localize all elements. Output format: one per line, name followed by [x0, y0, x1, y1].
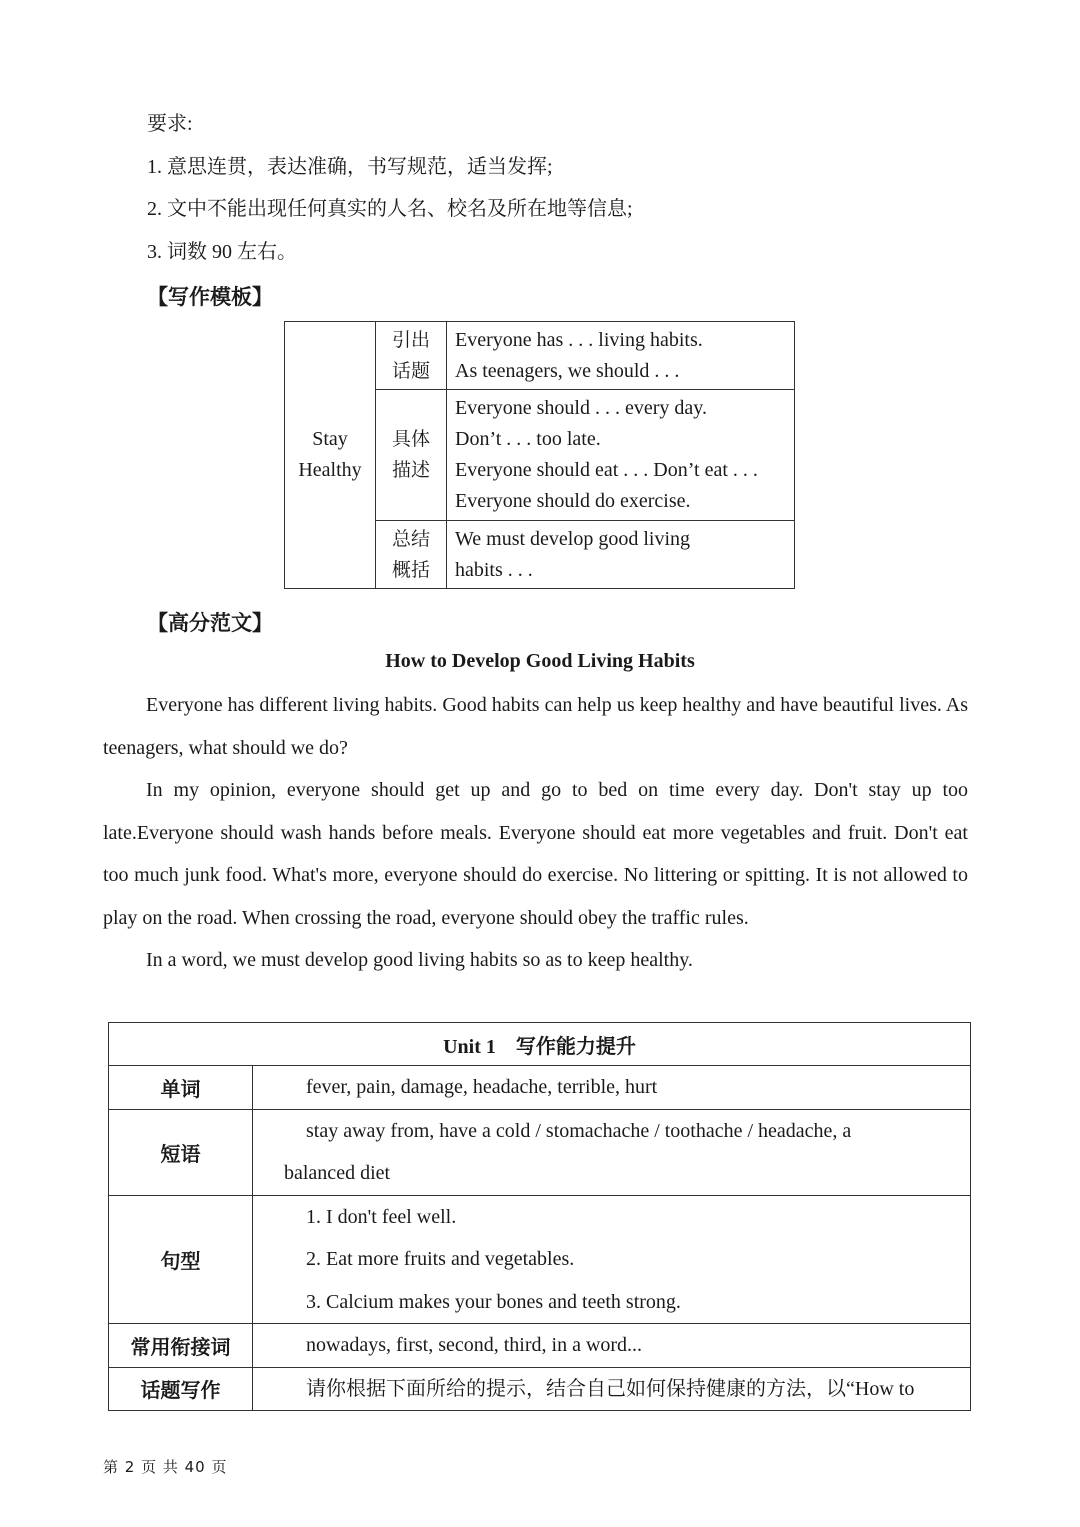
- template-heading: 【写作模板】: [147, 285, 273, 309]
- essay-heading: 【高分范文】: [147, 611, 273, 635]
- requirement-item-3: 3. 词数 90 左右。: [147, 241, 297, 263]
- unit-row-label-connectives: 常用衔接词: [109, 1324, 253, 1368]
- template-part-body: [376, 390, 447, 521]
- requirements-label: 要求:: [147, 113, 193, 135]
- unit-row-value-topic-writing: [253, 1367, 971, 1411]
- template-part-intro: [376, 322, 447, 390]
- page-footer: 第 2 页 共 40 页: [103, 1458, 228, 1476]
- unit-row-label-phrases: 短语: [109, 1109, 253, 1195]
- unit-row-value-phrases: [253, 1109, 971, 1195]
- requirement-item-1: 1. 意思连贯，表达准确，书写规范，适当发挥;: [147, 156, 553, 178]
- unit-row-label-topic-writing: 话题写作: [109, 1367, 253, 1411]
- template-line: Everyone has . . . living habits.: [455, 328, 703, 351]
- writing-template-table: [284, 321, 795, 589]
- template-part-label: 概括: [391, 558, 430, 581]
- unit-row-line: 1. I don't feel well.: [306, 1205, 457, 1228]
- template-part-label: 具体: [391, 428, 430, 450]
- template-line: We must develop good living: [455, 527, 691, 550]
- essay-paragraph-1: Everyone has different living habits. Good habits can help us keep healthy and have beautiful lives. As teenagers, what should we do?: [103, 694, 968, 759]
- template-part-summary: [376, 521, 447, 589]
- template-topic-line2: Healthy: [298, 459, 362, 481]
- unit-row-line: nowadays, first, second, third, in a word...: [306, 1334, 643, 1356]
- essay-paragraph-2: In my opinion, everyone should get up and go to bed on time every day. Don't stay up too late.Everyone should wash hands before meals. Everyone should eat more vegetables and fruit. Don't eat too much junk food. What's more, everyone should do exercise. No littering or spitting. It is not allowed to play on the road. When crossing the road, everyone should obey the traffic rules.: [103, 779, 968, 929]
- template-part-label: 话题: [391, 359, 430, 382]
- unit-row-label-sentences: 句型: [109, 1195, 253, 1324]
- template-line: habits . . .: [455, 558, 533, 581]
- unit-row-value-connectives: [253, 1324, 971, 1368]
- requirement-item-2: 2. 文中不能出现任何真实的人名、校名及所在地等信息;: [147, 198, 633, 220]
- unit-row-line: 2. Eat more fruits and vegetables.: [306, 1248, 575, 1270]
- essay-title: How to Develop Good Living Habits: [385, 650, 695, 672]
- template-lines-summary: [447, 521, 795, 589]
- essay-paragraph-3: In a word, we must develop good living habits so as to keep healthy.: [146, 949, 693, 971]
- template-topic: [285, 322, 376, 589]
- unit-summary-table: [108, 1022, 971, 1411]
- unit-row-line: fever, pain, damage, headache, terrible, hurt: [306, 1076, 658, 1098]
- template-lines-body: [447, 390, 795, 521]
- template-lines-intro: [447, 322, 795, 390]
- template-part-label: 引出: [391, 328, 430, 351]
- unit-row-value-words: [253, 1066, 971, 1110]
- template-topic-line1: Stay: [312, 428, 348, 450]
- template-line: Everyone should do exercise.: [455, 490, 691, 512]
- unit-row-line: 3. Calcium makes your bones and teeth strong.: [306, 1290, 681, 1313]
- unit-row-line: balanced diet: [284, 1162, 391, 1184]
- unit-row-line: 请你根据下面所给的提示，结合自己如何保持健康的方法，以“How to: [306, 1377, 915, 1400]
- template-part-label: 总结: [391, 527, 430, 550]
- template-line: Everyone should . . . every day.: [455, 397, 707, 419]
- unit-row-value-sentences: [253, 1195, 971, 1324]
- unit-row-label-words: 单词: [109, 1066, 253, 1110]
- unit-table-title: Unit 1 写作能力提升: [109, 1023, 971, 1066]
- template-line: As teenagers, we should . . .: [455, 359, 680, 382]
- unit-row-line: stay away from, have a cold / stomachache / toothache / headache, a: [306, 1119, 852, 1142]
- template-line: Everyone should eat . . . Don’t eat . . .: [455, 459, 758, 481]
- template-part-label: 描述: [391, 459, 430, 481]
- template-line: Don’t . . . too late.: [455, 428, 601, 450]
